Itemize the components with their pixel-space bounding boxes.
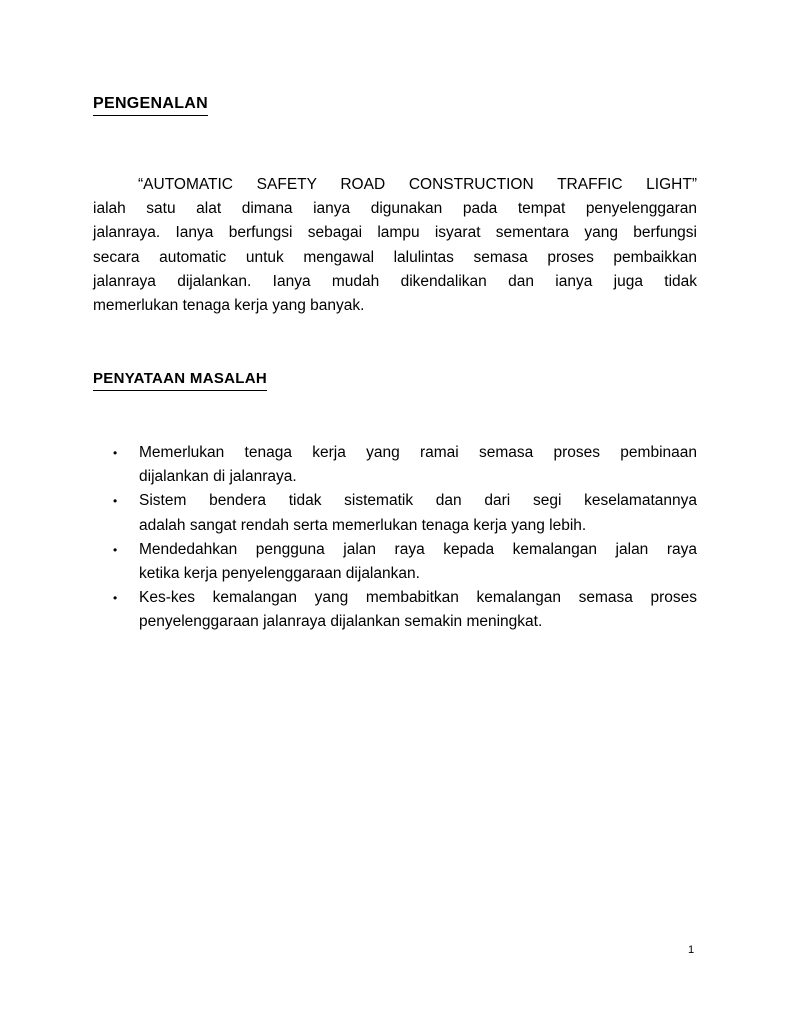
list-item-line: Sistem bendera tidak sistematik dan dari segi keselamatannya bbox=[139, 492, 697, 510]
bullet-icon: • bbox=[113, 446, 118, 460]
list-item-line: penyelenggaraan jalanraya dijalankan semakin meningkat. bbox=[139, 613, 543, 631]
page-number: 1 bbox=[688, 944, 695, 956]
list-item-line: adalah sangat rendah serta memerlukan tenaga kerja yang lebih. bbox=[139, 516, 587, 534]
paragraph-line: memerlukan tenaga kerja yang banyak. bbox=[93, 297, 365, 315]
list-item-line: Kes-kes kemalangan yang membabitkan kemalangan semasa proses bbox=[139, 589, 697, 607]
list-item-line: ketika kerja penyelenggaraan dijalankan. bbox=[139, 565, 420, 583]
bullet-icon: • bbox=[113, 542, 118, 557]
paragraph-line: jalanraya. Ianya berfungsi sebagai lampu isyarat sementara yang berfungsi bbox=[93, 224, 697, 242]
list-item-line: Mendedahkan pengguna jalan raya kepada kemalangan jalan raya bbox=[139, 540, 697, 558]
list-item bbox=[113, 489, 697, 537]
problem-bullet-list bbox=[113, 441, 697, 635]
list-item-line: dijalankan di jalanraya. bbox=[139, 468, 297, 486]
bullet-icon: • bbox=[113, 494, 118, 509]
paragraph-line: ialah satu alat dimana ianya digunakan pada tempat penyelenggaran bbox=[93, 200, 697, 218]
list-item-line: Memerlukan tenaga kerja yang ramai semasa proses pembinaan bbox=[139, 444, 697, 461]
section-heading-penyataan-masalah: PENYATAAN MASALAH bbox=[93, 369, 267, 391]
bullet-icon: • bbox=[113, 591, 118, 606]
paragraph-line: secara automatic untuk mengawal lalulintas semasa proses pembaikkan bbox=[93, 248, 697, 266]
section-heading-pengenalan: PENGENALAN bbox=[93, 94, 208, 116]
paragraph-line: “AUTOMATIC SAFETY ROAD CONSTRUCTION TRAFFIC LIGHT” bbox=[138, 176, 697, 193]
list-item bbox=[113, 441, 697, 489]
list-item bbox=[113, 586, 697, 634]
intro-paragraph bbox=[93, 173, 697, 318]
list-item bbox=[113, 538, 697, 586]
paragraph-line: jalanraya dijalankan. Ianya mudah dikendalikan dan ianya juga tidak bbox=[93, 272, 697, 290]
